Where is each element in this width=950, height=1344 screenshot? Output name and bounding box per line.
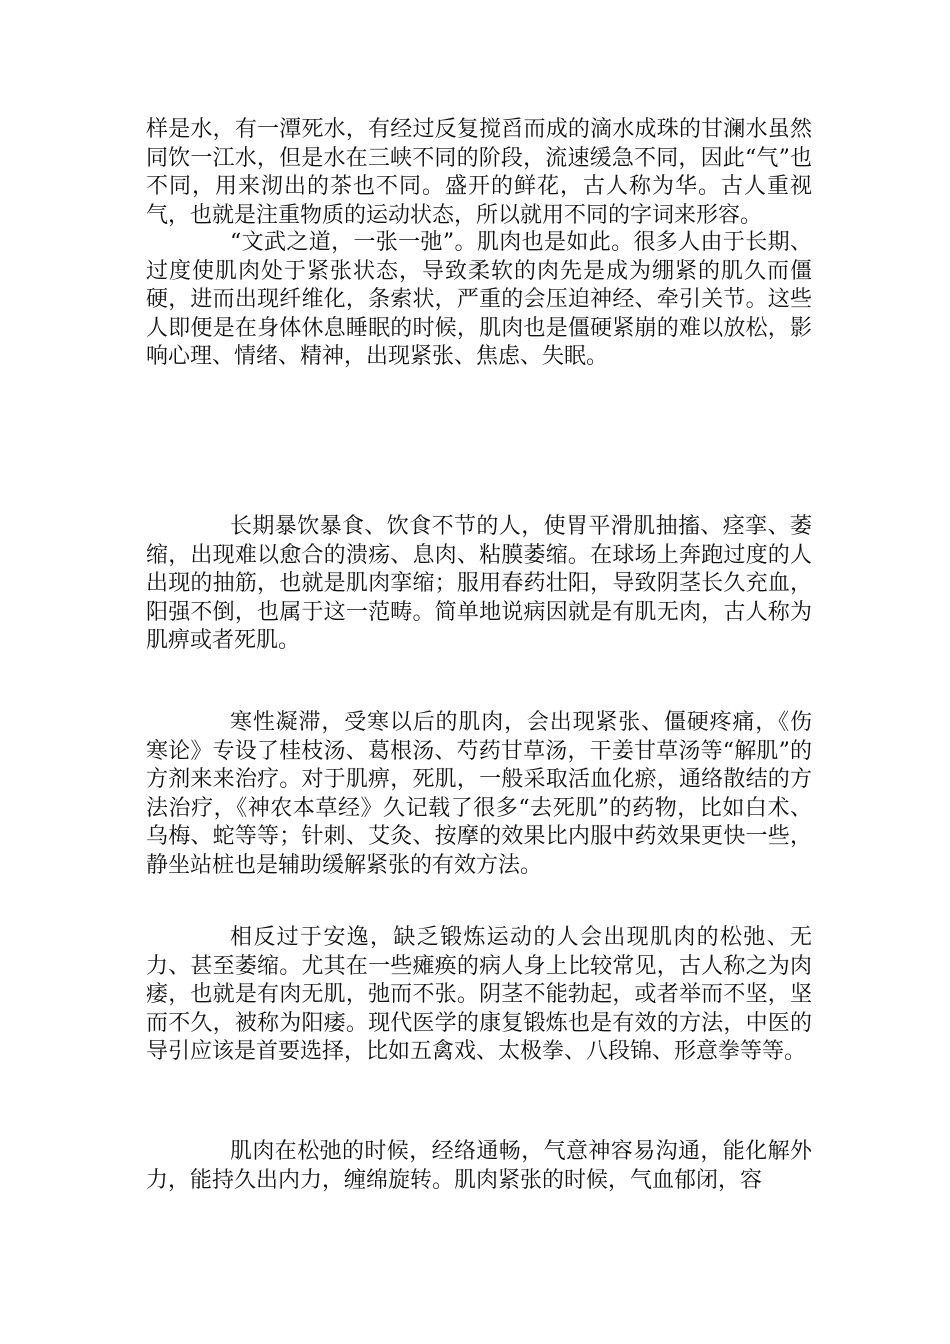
paragraph-5: 相反过于安逸，缺乏锻炼运动的人会出现肌肉的松弛、无力、甚至萎缩。尤其在一些瘫痪的病人身上比较常见，古人称之为肉痿，也就是有肉无肌，弛而不张。阴茎不能勃起，或者举而不坚，坚而不久，被称为阳痿。现代医学的康复锻炼也是有效的方法，中医的导引应该是首要选择，比如五禽戏、太极拳、八段锦、形意拳等等。 — [146, 925, 812, 1064]
paragraph-1: 样是水，有一潭死水，有经过反复搅舀而成的滴水成珠的甘澜水虽然同饮一江水，但是水在三峡不同的阶段，流速缓急不同，因此“气”也不同，用来沏出的茶也不同。盛开的鲜花，古人称为华。古人重视气，也就是注重物质的运动状态，所以就用不同的字词来形容。 — [146, 117, 812, 228]
paragraph-3: 长期暴饮暴食、饮食不节的人，使胃平滑肌抽搐、痉挛、萎缩，出现难以愈合的溃疡、息肉、粘膜萎缩。在球场上奔跑过度的人出现的抽筋，也就是肌肉挛缩；服用春药壮阳，导致阴茎长久充血，阳强不倒，也属于这一范畴。简单地说病因就是有肌无肉，古人称为肌痹或者死肌。 — [146, 514, 812, 653]
paragraph-2: “文武之道，一张一弛”。肌肉也是如此。很多人由于长期、过度使肌肉处于紧张状态，导致柔软的肉先是成为绷紧的肌久而僵硬，进而出现纤维化，条索状，严重的会压迫神经、牵引关节。这些人即便是在身体休息睡眠的时候，肌肉也是僵硬紧崩的难以放松，影响心理、情绪、精神，出现紧张、焦虑、失眠。 — [146, 230, 812, 369]
paragraph-6: 肌肉在松弛的时候，经络通畅，气意神容易沟通，能化解外力，能持久出内力，缠绵旋转。肌肉紧张的时候，气血郁闭，容 — [146, 1139, 812, 1193]
paragraph-4: 寒性凝滞，受寒以后的肌肉，会出现紧张、僵硬疼痛，《伤寒论》专设了桂枝汤、葛根汤、芍药甘草汤，干姜甘草汤等“解肌”的方剂来来治疗。对于肌痹，死肌，一般采取活血化瘀，通络散结的方法治疗，《神农本草经》久记载了很多“去死肌”的药物，比如白术、乌梅、蛇等等；针刺、艾灸、按摩的效果比内服中药效果更快一些，静坐站桩也是辅助缓解紧张的有效方法。 — [146, 710, 812, 878]
